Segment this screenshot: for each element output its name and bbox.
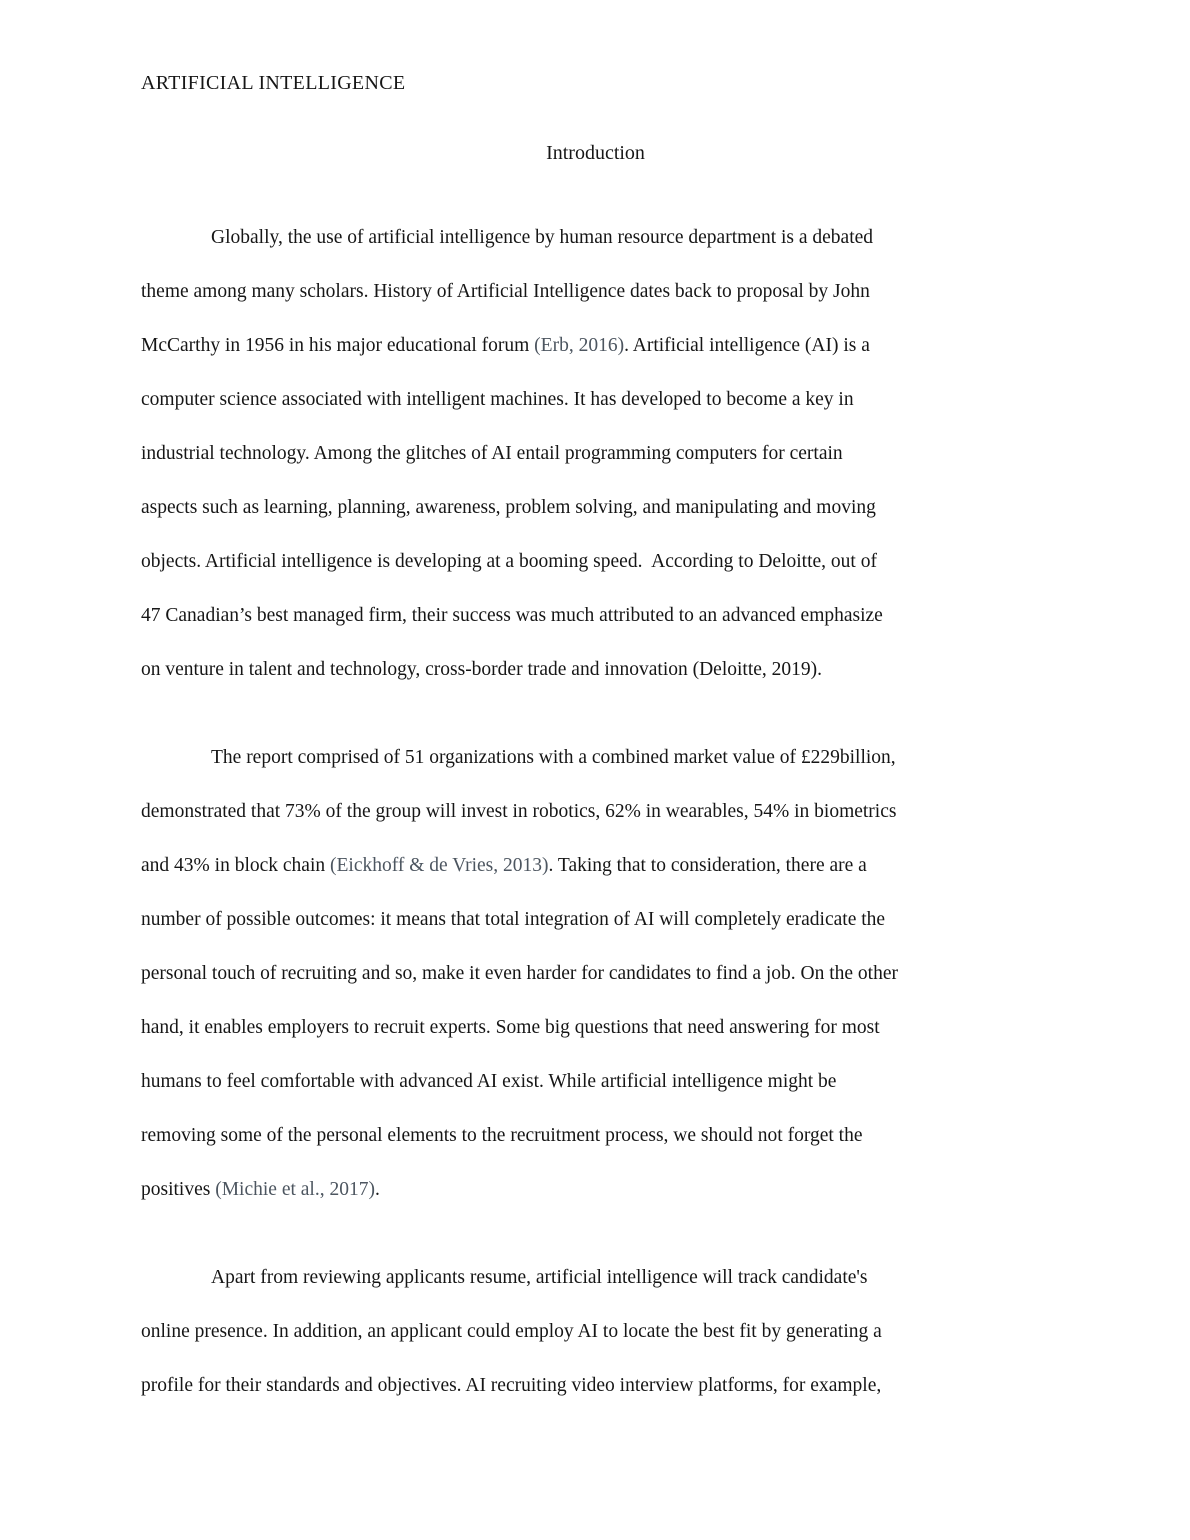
text-segment: Apart from reviewing applicants resume, artificial intelligence will track candidate's: [211, 1267, 868, 1288]
text-line: [141, 1001, 1050, 1055]
running-head: ARTIFICIAL INTELLIGENCE: [141, 72, 406, 94]
text-line: [141, 319, 1050, 373]
citation-link[interactable]: (Erb, 2016): [534, 335, 625, 356]
text-segment: humans to feel comfortable with advanced AI exist. While artificial intelligence might be: [141, 1071, 837, 1092]
text-line: [141, 481, 1050, 535]
text-segment: removing some of the personal elements to the recruitment process, we should not forget the: [141, 1125, 863, 1146]
text-segment: and 43% in block chain: [141, 855, 330, 876]
text-line: [141, 211, 1050, 265]
text-line: [141, 893, 1050, 947]
text-line: [141, 643, 1050, 697]
text-segment: demonstrated that 73% of the group will invest in robotics, 62% in wearables, 54% in biometrics: [141, 801, 897, 822]
text-line: [141, 265, 1050, 319]
text-line: [141, 535, 1050, 589]
text-segment: .: [374, 1179, 380, 1200]
text-line: [141, 839, 1050, 893]
paragraph: [141, 1251, 1050, 1413]
text-segment: 47 Canadian’s best managed firm, their success was much attributed to an advanced emphasize: [141, 605, 883, 626]
text-segment: objects. Artificial intelligence is developing at a booming speed. According to Deloitte, out of: [141, 551, 877, 572]
text-line: [141, 427, 1050, 481]
text-line: [141, 1305, 1050, 1359]
text-segment: on venture in talent and technology, cross-border trade and innovation (Deloitte, 2019).: [141, 659, 823, 680]
text-segment: personal touch of recruiting and so, make it even harder for candidates to find a job. On the other: [141, 963, 898, 984]
paragraph: [141, 731, 1050, 1217]
text-segment: aspects such as learning, planning, awareness, problem solving, and manipulating and moving: [141, 497, 876, 518]
paragraph: [141, 211, 1050, 697]
text-line: [141, 947, 1050, 1001]
text-segment: hand, it enables employers to recruit experts. Some big questions that need answering for most: [141, 1017, 880, 1038]
citation-link[interactable]: (Michie et al., 2017): [215, 1179, 375, 1200]
text-line: [141, 731, 1050, 785]
text-segment: computer science associated with intelligent machines. It has developed to become a key in: [141, 389, 854, 410]
text-segment: online presence. In addition, an applicant could employ AI to locate the best fit by generating a: [141, 1321, 882, 1342]
text-line: [141, 1163, 1050, 1217]
text-segment: profile for their standards and objectives. AI recruiting video interview platforms, for example,: [141, 1375, 882, 1396]
section-heading: Introduction: [546, 142, 645, 164]
citation-link[interactable]: (Eickhoff & de Vries, 2013): [330, 855, 549, 876]
text-segment: McCarthy in 1956 in his major educational forum: [141, 335, 535, 356]
text-line: [141, 1055, 1050, 1109]
text-segment: industrial technology. Among the glitches of AI entail programming computers for certain: [141, 443, 843, 464]
document-body: [141, 211, 1050, 1413]
text-segment: positives: [141, 1179, 216, 1200]
text-segment: number of possible outcomes: it means that total integration of AI will completely eradicate the: [141, 909, 886, 930]
text-segment: The report comprised of 51 organizations with a combined market value of £229billion,: [211, 747, 896, 768]
text-segment: theme among many scholars. History of Artificial Intelligence dates back to proposal by John: [141, 281, 870, 302]
text-line: [141, 373, 1050, 427]
text-segment: . Artificial intelligence (AI) is a: [624, 335, 870, 356]
text-line: [141, 1109, 1050, 1163]
text-segment: . Taking that to consideration, there are a: [548, 855, 867, 876]
text-line: [141, 1359, 1050, 1413]
text-line: [141, 589, 1050, 643]
text-line: [141, 785, 1050, 839]
text-line: [141, 1251, 1050, 1305]
text-segment: Globally, the use of artificial intelligence by human resource department is a debated: [211, 227, 874, 248]
